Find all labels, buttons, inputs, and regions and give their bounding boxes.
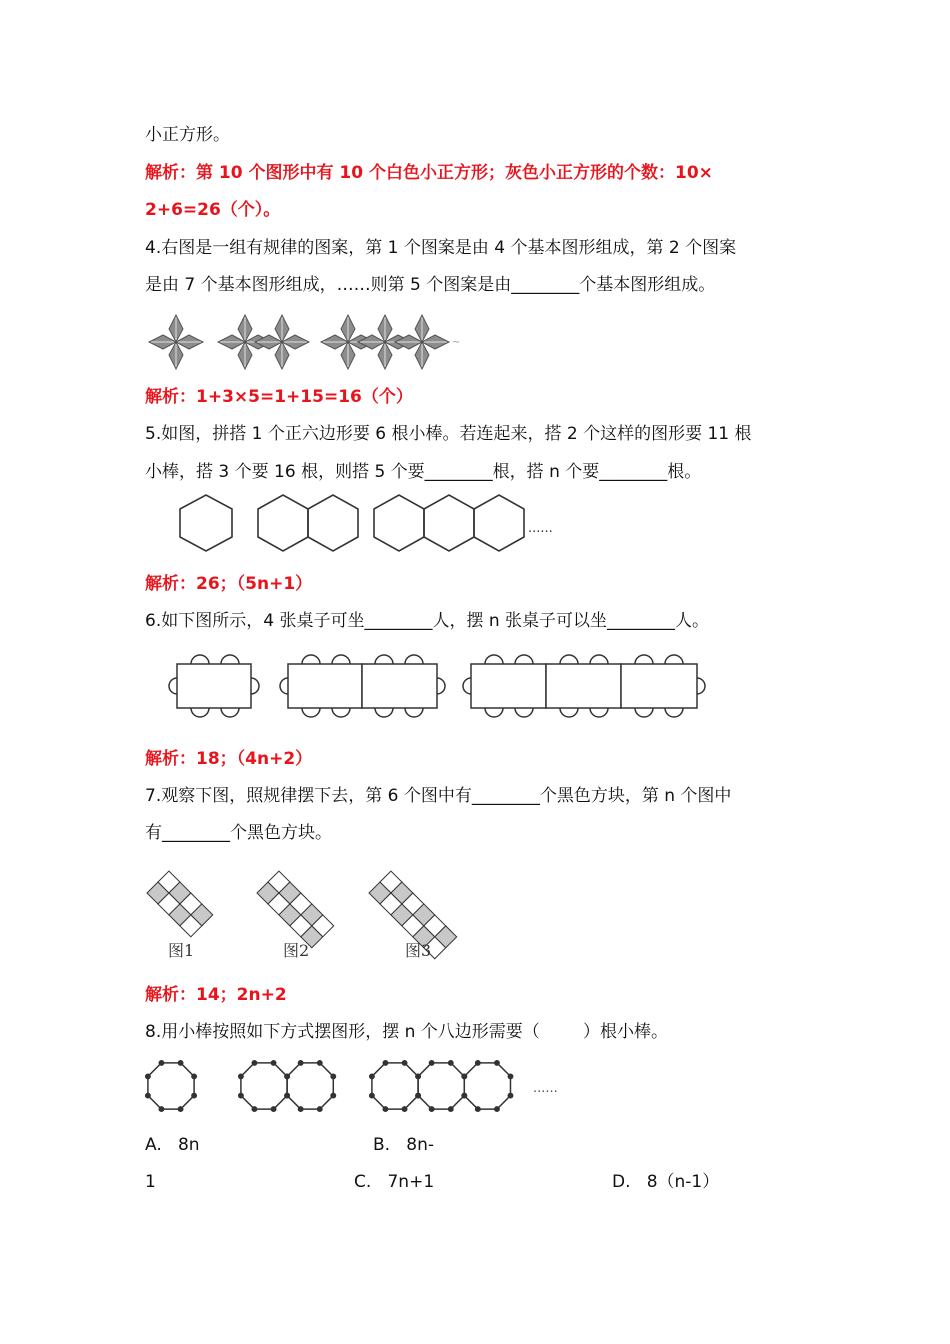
q4-pattern-figure [140, 305, 470, 380]
question-4-line2: 是由 7 个基本图形组成，……则第 5 个图案是由________个基本图形组成。 [145, 275, 716, 295]
vertex-dot [159, 1061, 163, 1065]
table [362, 664, 437, 708]
question-5-line1: 5.如图，拼搭 1 个正六边形要 6 根小棒。若连起来，搭 2 个这样的图形要 11 根 [145, 424, 752, 444]
chair [697, 678, 705, 694]
chair [221, 655, 239, 664]
caption-fig1: 图1 [168, 941, 195, 960]
question-8-line1: 8.用小棒按照如下方式摆图形，摆 n 个八边形需要（ ）根小棒。 [145, 1022, 669, 1042]
vertex-dot [429, 1107, 433, 1111]
question-6-line1: 6.如下图所示，4 张桌子可坐________人，摆 n 张桌子可以坐________人。 [145, 611, 710, 631]
vertex-dot [462, 1074, 466, 1078]
vertex-dot [192, 1093, 196, 1097]
table [471, 664, 546, 708]
continuation-dots: ...... [533, 1081, 558, 1096]
octagon [418, 1063, 464, 1109]
vertex-dot [370, 1074, 374, 1078]
vertex-dot [402, 1107, 406, 1111]
option-c: C. 7n+1 [354, 1172, 435, 1192]
answer-q3-line1: 解析：第 10 个图形中有 10 个白色小正方形；灰色小正方形的个数：10× [145, 163, 713, 183]
vertex-dot [370, 1093, 374, 1097]
vertex-dot [449, 1107, 453, 1111]
chair [332, 708, 350, 717]
vertex-dot [508, 1093, 512, 1097]
svg-text:~: ~ [452, 337, 461, 348]
q6-table-figure [165, 652, 725, 722]
chair [405, 708, 423, 717]
question-7-line1: 7.观察下图，照规律摆下去，第 6 个图中有________个黑色方块，第 n 个图中 [145, 786, 732, 806]
vertex-dot [331, 1093, 335, 1097]
caption-fig3: 图3 [405, 941, 432, 960]
octagon [241, 1063, 287, 1109]
chair [590, 708, 608, 717]
chair [332, 655, 350, 664]
chair [302, 655, 320, 664]
vertex-dot [449, 1061, 453, 1065]
chair [515, 708, 533, 717]
vertex-dot [285, 1074, 289, 1078]
table [288, 664, 362, 708]
chair [635, 708, 653, 717]
hexagon [474, 495, 524, 551]
chair [280, 678, 288, 694]
vertex-dot [318, 1061, 322, 1065]
vertex-dot [239, 1074, 243, 1078]
vertex-dot [331, 1074, 335, 1078]
vertex-dot [252, 1107, 256, 1111]
chair [191, 655, 209, 664]
hexagon [258, 495, 308, 551]
option-a: A. 8n [145, 1135, 200, 1155]
vertex-dot [239, 1093, 243, 1097]
vertex-dot [462, 1093, 466, 1097]
chair [191, 708, 209, 717]
chair [485, 655, 503, 664]
chair [635, 655, 653, 664]
octagon [148, 1063, 194, 1109]
vertex-dot [318, 1107, 322, 1111]
question-7-line2: 有________个黑色方块。 [145, 823, 332, 843]
hexagon [374, 495, 424, 551]
chair [405, 655, 423, 664]
chair [485, 708, 503, 717]
chair [302, 708, 320, 717]
vertex-dot [271, 1107, 275, 1111]
vertex-dot [146, 1074, 150, 1078]
q8-octagon-figure [140, 1052, 580, 1122]
pattern-1 [149, 315, 203, 369]
table [621, 664, 697, 708]
answer-q3-line2: 2+6=26（个）。 [145, 200, 281, 220]
chair [463, 678, 471, 694]
vertex-dot [159, 1107, 163, 1111]
chair [437, 678, 445, 694]
question-5-line2: 小棒，搭 3 个要 16 根，则搭 5 个要________根，搭 n 个要________根。 [145, 462, 702, 482]
hexagon [180, 495, 232, 551]
chair [515, 655, 533, 664]
option-b-continued: 1 [145, 1172, 156, 1192]
chair [251, 678, 259, 694]
vertex-dot [508, 1074, 512, 1078]
vertex-dot [402, 1061, 406, 1065]
vertex-dot [178, 1107, 182, 1111]
question-4-line1: 4.右图是一组有规律的图案，第 1 个图案是由 4 个基本图形组成，第 2 个图案 [145, 238, 737, 258]
vertex-dot [476, 1107, 480, 1111]
vertex-dot [383, 1107, 387, 1111]
vertex-dot [416, 1093, 420, 1097]
vertex-dot [429, 1061, 433, 1065]
pattern-2 [218, 315, 309, 369]
caption-fig2: 图2 [283, 941, 310, 960]
hexagon [424, 495, 474, 551]
vertex-dot [271, 1061, 275, 1065]
vertex-dot [298, 1107, 302, 1111]
vertex-dot [298, 1061, 302, 1065]
vertex-dot [146, 1093, 150, 1097]
chair [375, 655, 393, 664]
vertex-dot [383, 1061, 387, 1065]
text-line: 小正方形。 [145, 125, 230, 145]
option-d: D. 8（n-1） [612, 1172, 720, 1192]
q5-hexagon-figure [170, 492, 570, 562]
vertex-dot [285, 1093, 289, 1097]
vertex-dot [252, 1061, 256, 1065]
octagon [287, 1063, 333, 1109]
continuation-dots: ...... [528, 521, 553, 536]
answer-q5: 解析：26；（5n+1） [145, 574, 313, 594]
chair [665, 708, 683, 717]
vertex-dot [178, 1061, 182, 1065]
vertex-dot [495, 1061, 499, 1065]
octagon [464, 1063, 510, 1109]
chair [560, 655, 578, 664]
tile-figure-1 [147, 871, 213, 937]
answer-q4: 解析：1+3×5=1+15=16（个） [145, 387, 413, 407]
vertex-dot [192, 1074, 196, 1078]
tile-figure-2 [257, 871, 334, 948]
chair [221, 708, 239, 717]
table [177, 664, 251, 708]
chair [169, 678, 177, 694]
chair [560, 708, 578, 717]
chair [590, 655, 608, 664]
answer-q6: 解析：18；（4n+2） [145, 749, 313, 769]
answer-q7: 解析：14；2n+2 [145, 985, 287, 1005]
octagon [372, 1063, 418, 1109]
pattern-3 [321, 315, 449, 369]
table [546, 664, 621, 708]
vertex-dot [416, 1074, 420, 1078]
chair [665, 655, 683, 664]
chair [375, 708, 393, 717]
vertex-dot [476, 1061, 480, 1065]
option-b: B. 8n- [373, 1135, 435, 1155]
hexagon [308, 495, 358, 551]
vertex-dot [495, 1107, 499, 1111]
q7-tile-figure [140, 855, 490, 970]
